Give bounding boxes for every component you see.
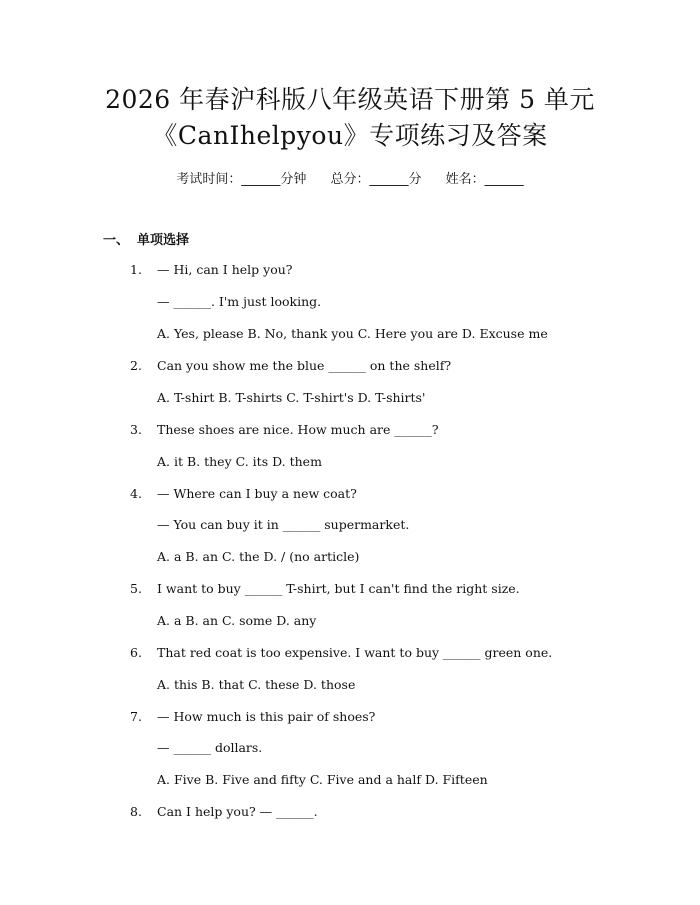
question-number: 4.: [130, 486, 142, 501]
exam-time: 考试时间：______分钟: [176, 172, 307, 187]
answer-options: A. Yes, please B. No, thank you C. Here you are D. Excuse me: [157, 326, 548, 341]
question-number: 6.: [130, 645, 142, 660]
question-number: 7.: [130, 709, 142, 724]
question-line: These shoes are nice. How much are ______?: [157, 422, 439, 437]
question-line: — Hi, can I help you?: [157, 262, 293, 277]
question-number: 5.: [130, 581, 142, 596]
question-line: That red coat is too expensive. I want to buy ______ green one.: [157, 645, 553, 660]
question-line: — Where can I buy a new coat?: [157, 486, 357, 501]
answer-options: A. Five B. Five and fifty C. Five and a half D. Fifteen: [157, 772, 488, 787]
exam-info: [0, 168, 700, 187]
title-line-2: 《CanIhelpyou》专项练习及答案: [152, 121, 548, 150]
question-line: — ______ dollars.: [157, 740, 263, 755]
section-heading: [103, 229, 189, 248]
question-line: — ______. I'm just looking.: [157, 294, 322, 309]
answer-options: A. it B. they C. its D. them: [157, 454, 322, 469]
section-number: 一、: [103, 233, 130, 248]
question-number: 1.: [130, 262, 142, 277]
student-name: 姓名：______: [445, 172, 524, 187]
question-number: 8.: [130, 804, 142, 819]
answer-options: A. T-shirt B. T-shirts C. T-shirt's D. T-shirts': [157, 390, 426, 405]
answer-options: A. a B. an C. the D. / (no article): [157, 549, 360, 564]
question-number: 2.: [130, 358, 142, 373]
answer-options: A. a B. an C. some D. any: [157, 613, 317, 628]
answer-options: A. this B. that C. these D. those: [157, 677, 356, 692]
section-title: 单项选择: [137, 233, 190, 248]
question-line: Can I help you? — ______.: [157, 804, 318, 819]
title-line-1: 2026 年春沪科版八年级英语下册第 5 单元: [105, 85, 595, 114]
question-line: Can you show me the blue ______ on the shelf?: [157, 358, 452, 373]
question-line: I want to buy ______ T-shirt, but I can't find the right size.: [157, 581, 520, 596]
total-score: 总分：______分: [330, 172, 422, 187]
question-number: 3.: [130, 422, 142, 437]
question-line: — How much is this pair of shoes?: [157, 709, 376, 724]
question-line: — You can buy it in ______ supermarket.: [157, 517, 410, 532]
